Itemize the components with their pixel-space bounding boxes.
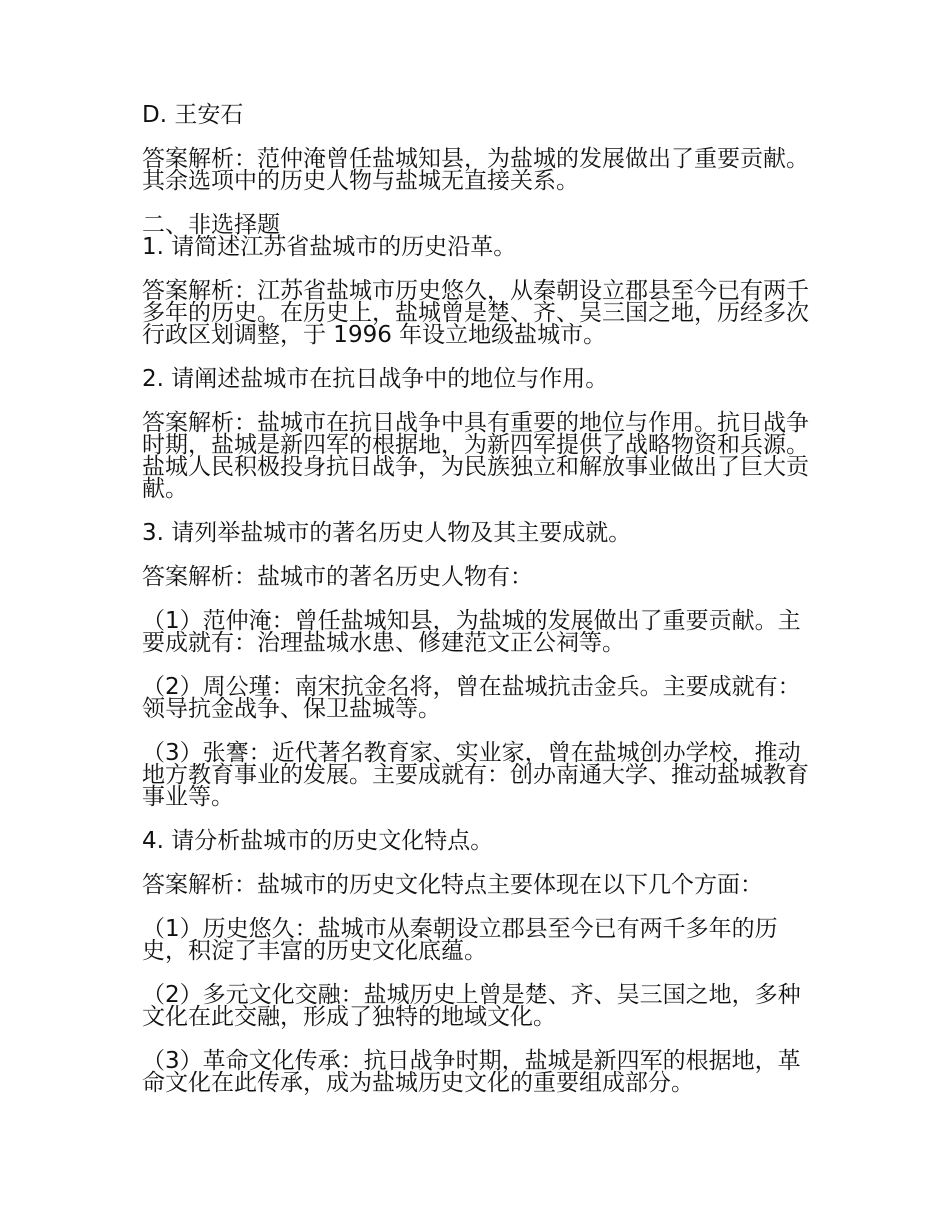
list-item: （3）革命文化传承：抗日战争时期，盐城是新四军的根据地，革命文化在此传承，成为盐城历史文化的重要组成部分。	[142, 1048, 801, 1096]
question-1: 1. 请简述江苏省盐城市的历史沿革。	[142, 234, 517, 260]
answer-explanation-2: 答案解析：盐城市在抗日战争中具有重要的地位与作用。抗日战争时期，盐城是新四军的根据地，为新四军提供了战略物资和兵源。盐城人民积极投身抗日战争，为民族独立和解放事业做出了巨大贡献。	[142, 410, 809, 502]
section-heading: 二、非选择题	[142, 212, 280, 238]
list-item: （2）多元文化交融：盐城历史上曾是楚、齐、吴三国之地，多种文化在此交融，形成了独特的地域文化。	[142, 982, 801, 1030]
question-2: 2. 请阐述盐城市在抗日战争中的地位与作用。	[142, 366, 609, 392]
question-3: 3. 请列举盐城市的著名历史人物及其主要成就。	[142, 520, 632, 546]
list-item: （3）张謇：近代著名教育家、实业家，曾在盐城创办学校，推动地方教育事业的发展。主要成就有：创办南通大学、推动盐城教育事业等。	[142, 740, 809, 810]
answer-explanation-4: 答案解析：盐城市的历史文化特点主要体现在以下几个方面：	[142, 872, 763, 898]
list-item: （2）周公瑾：南宋抗金名将，曾在盐城抗击金兵。主要成就有：领导抗金战争、保卫盐城等。	[142, 674, 801, 722]
answer-explanation-choice: 答案解析：范仲淹曾任盐城知县，为盐城的发展做出了重要贡献。其余选项中的历史人物与盐城无直接关系。	[142, 146, 809, 194]
answer-explanation-1: 答案解析：江苏省盐城市历史悠久，从秦朝设立郡县至今已有两千多年的历史。在历史上，盐城曾是楚、齐、吴三国之地，历经多次行政区划调整，于 1996 年设立地级盐城市。	[142, 278, 809, 348]
list-item: （1）范仲淹：曾任盐城知县，为盐城的发展做出了重要贡献。主要成就有：治理盐城水患、修建范文正公祠等。	[142, 608, 801, 656]
list-item: （1）历史悠久：盐城市从秦朝设立郡县至今已有两千多年的历史，积淀了丰富的历史文化底蕴。	[142, 916, 778, 964]
question-4: 4. 请分析盐城市的历史文化特点。	[142, 828, 494, 854]
option-d: D. 王安石	[142, 102, 244, 128]
document-page	[142, 104, 814, 1116]
answer-explanation-3: 答案解析：盐城市的著名历史人物有：	[142, 564, 533, 590]
